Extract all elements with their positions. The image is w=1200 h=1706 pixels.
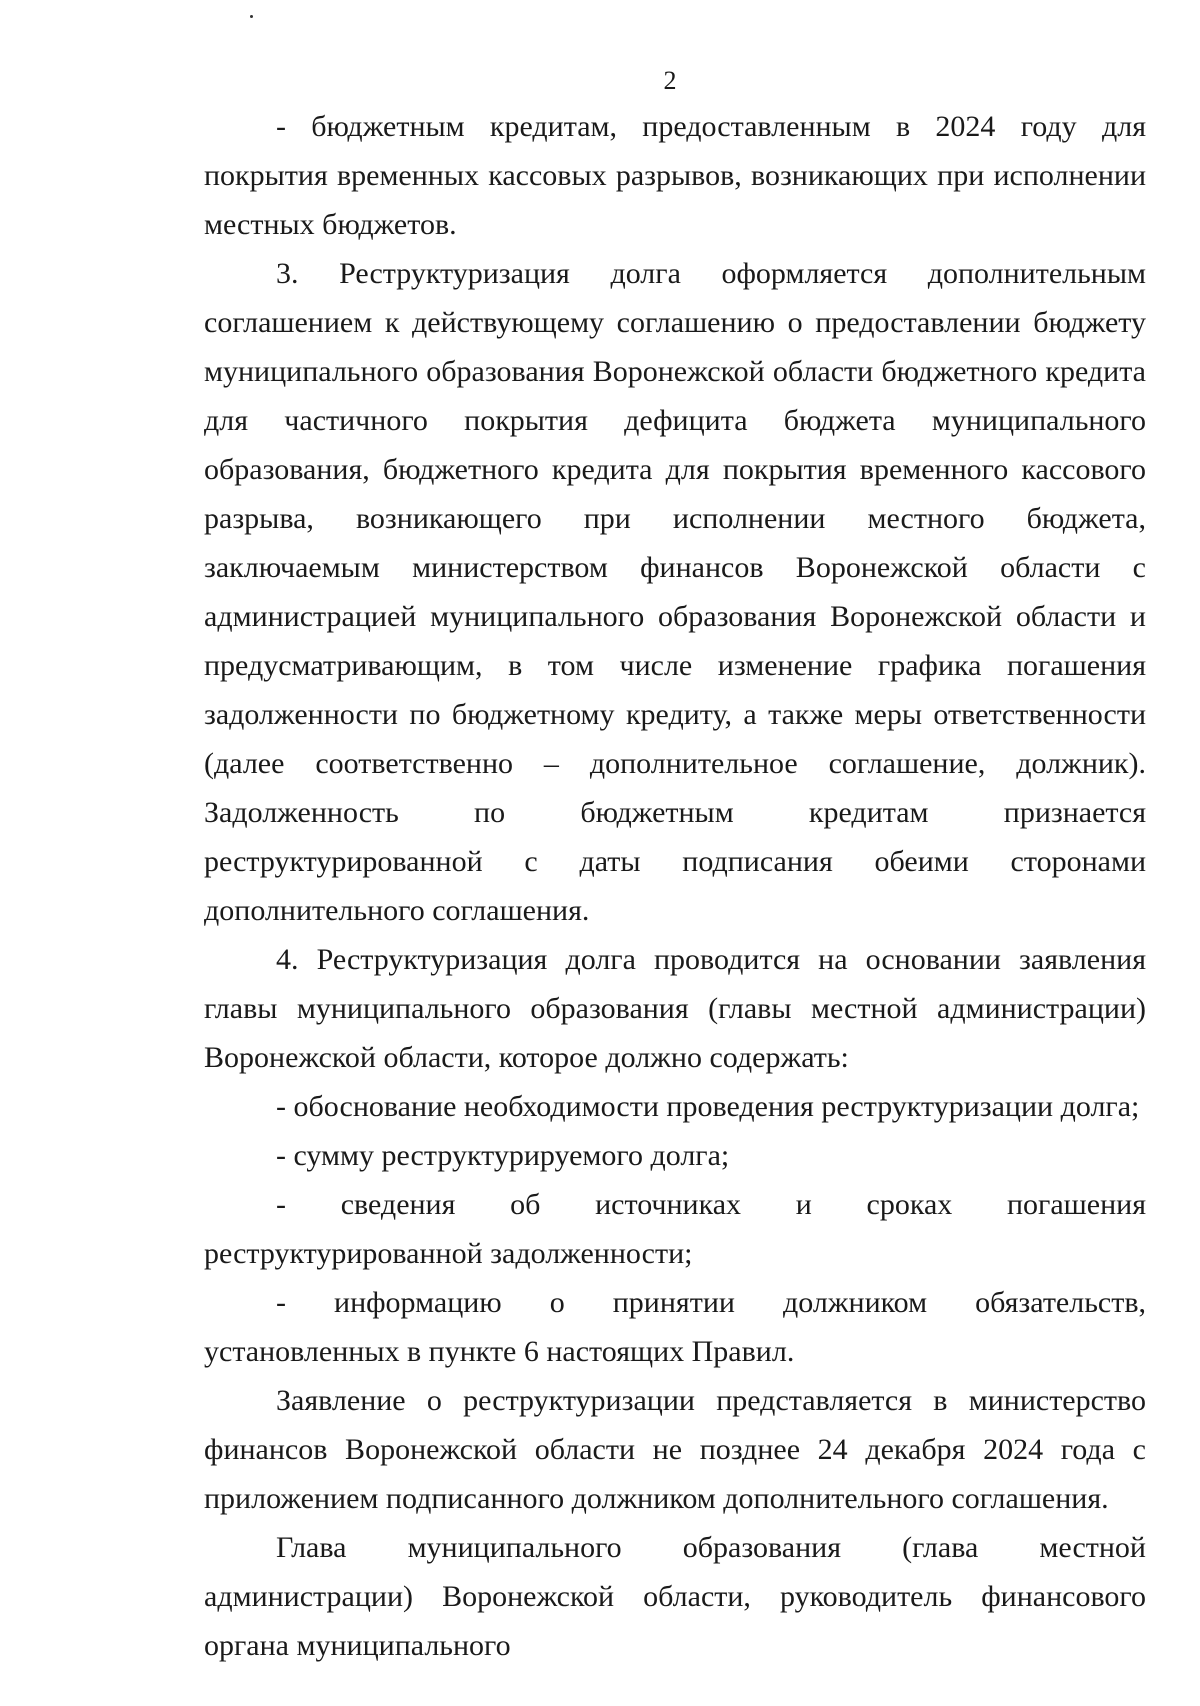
page-number: 2 xyxy=(663,66,677,95)
paragraph-head-of-municipality: Глава муниципального образования (глава местной администрации) Воронежской области, руководитель финансового органа муниципального xyxy=(204,1531,1146,1662)
document-body xyxy=(204,102,1146,1670)
scan-speck xyxy=(250,15,253,18)
paragraph-debt-amount: - сумму реструктурируемого долга; xyxy=(276,1139,730,1172)
paragraph-budget-credits: - бюджетным кредитам, предоставленным в 2024 году для покрытия временных кассовых разрывов, возникающих при исполнении местных бюджетов. xyxy=(204,110,1146,241)
paragraph-obligations: - информацию о принятии должником обязательств, установленных в пункте 6 настоящих Правил. xyxy=(204,1286,1146,1368)
paragraph-sources: - сведения об источниках и сроках погашения реструктурированной задолженности; xyxy=(204,1188,1146,1270)
paragraph-justification: - обоснование необходимости проведения реструктуризации долга; xyxy=(276,1090,1140,1123)
paragraph-item-4: 4. Реструктуризация долга проводится на основании заявления главы муниципального образования (главы местной администрации) Воронежской области, которое должно содержать: xyxy=(204,943,1146,1074)
paragraph-item-3: 3. Реструктуризация долга оформляется дополнительным соглашением к действующему соглашению о предоставлении бюджету муниципального образования Воронежской области бюджетного кредита для частичного покрытия дефицита бюджета муниципального образования, бюджетного кредита для покрытия временного кассового разрыва, возникающего при исполнении местного бюджета, заключаемым министерством финансов Воронежской области с администрацией муниципального образования Воронежской области и предусматривающим, в том числе изменение графика погашения задолженности по бюджетному кредиту, а также меры ответственности (далее соответственно – дополнительное соглашение, должник). Задолженность по бюджетным кредитам признается реструктурированной с даты подписания обеими сторонами дополнительного соглашения. xyxy=(204,257,1146,927)
paragraph-application-deadline: Заявление о реструктуризации представляется в министерство финансов Воронежской области не позднее 24 декабря 2024 года с приложением подписанного должником дополнительного соглашения. xyxy=(204,1384,1146,1515)
